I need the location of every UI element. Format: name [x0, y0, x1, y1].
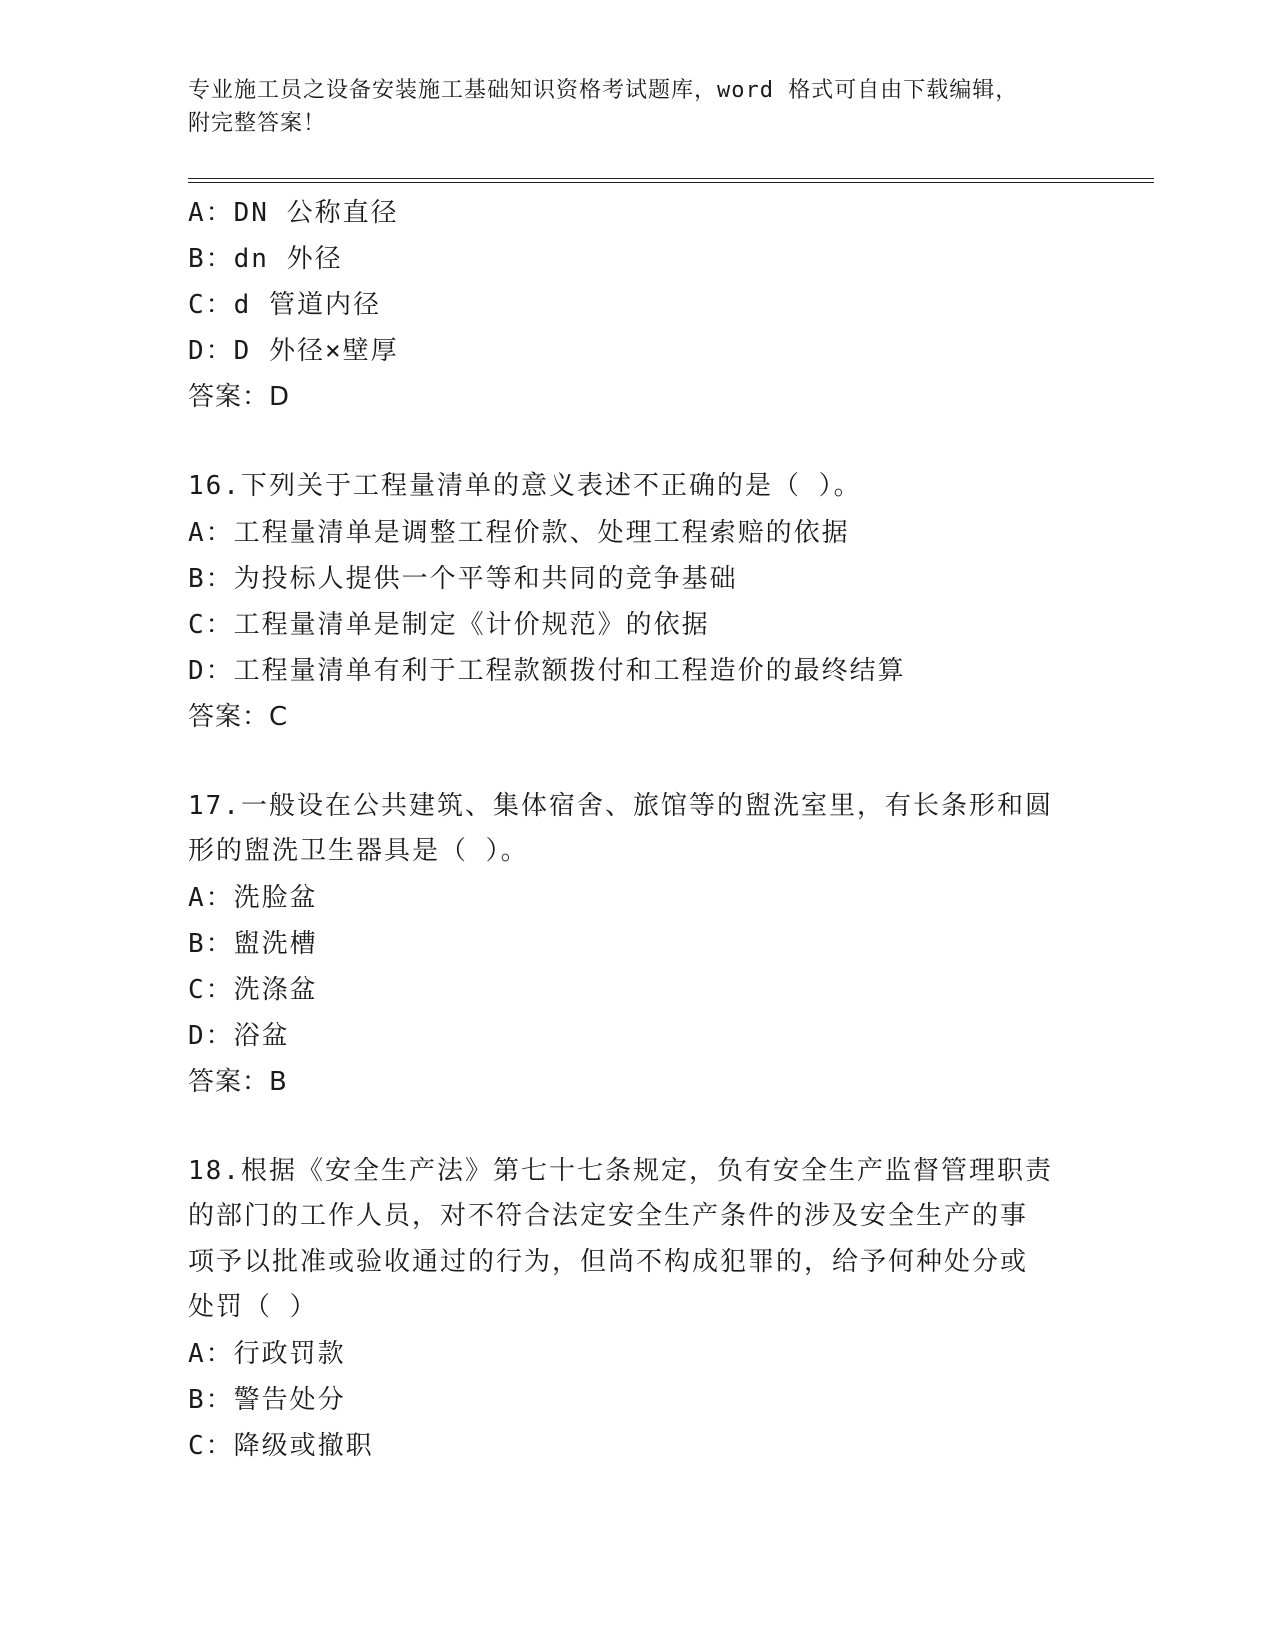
document-header [188, 74, 1088, 140]
answer: 答案：B [188, 1066, 288, 1097]
option-c: C：降级或撤职 [188, 1430, 374, 1461]
option-b: B：dn 外径 [188, 244, 343, 274]
question-text: 的部门的工作人员，对不符合法定安全生产条件的涉及安全生产的事 [188, 1201, 1029, 1231]
spacer [188, 740, 1088, 784]
spacer [188, 420, 1088, 464]
answer: 答案：C [188, 701, 289, 732]
question-text: 形的盥洗卫生器具是（ ）。 [188, 836, 529, 866]
option-a: A：DN 公称直径 [188, 198, 399, 228]
header-line-2: 附完整答案！ [188, 111, 327, 136]
option-b: B：警告处分 [188, 1384, 346, 1415]
question-list [188, 190, 1088, 1469]
spacer [188, 1105, 1088, 1149]
option-d: D：浴盆 [188, 1020, 290, 1051]
option-d: D：工程量清单有利于工程款额拨付和工程造价的最终结算 [188, 655, 906, 686]
header-divider [188, 178, 1154, 183]
question-text: 18.根据《安全生产法》第七十七条规定，负有安全生产监督管理职责 [188, 1155, 1053, 1186]
header-line-1: 专业施工员之设备安装施工基础知识资格考试题库，word 格式可自由下载编辑， [188, 78, 1019, 103]
question-17 [188, 784, 1088, 1105]
question-text: 项予以批准或验收通过的行为，但尚不构成犯罪的，给予何种处分或 [188, 1246, 1029, 1277]
option-d: D：D 外径×壁厚 [188, 336, 399, 366]
option-c: C：d 管道内径 [188, 290, 381, 320]
option-c: C：洗涤盆 [188, 974, 318, 1005]
option-b: B：盥洗槽 [188, 928, 318, 959]
option-c: C：工程量清单是制定《计价规范》的依据 [188, 609, 710, 640]
option-a: A：洗脸盆 [188, 882, 318, 913]
option-a: A：行政罚款 [188, 1338, 346, 1369]
question-15 [188, 190, 1088, 420]
question-18 [188, 1149, 1088, 1469]
question-text: 17.一般设在公共建筑、集体宿舍、旅馆等的盥洗室里，有长条形和圆 [188, 790, 1053, 821]
question-text: 16.下列关于工程量清单的意义表述不正确的是（ ）。 [188, 471, 862, 501]
answer: 答案：D [188, 382, 291, 412]
question-16 [188, 464, 1088, 740]
option-a: A：工程量清单是调整工程价款、处理工程索赔的依据 [188, 517, 850, 548]
option-b: B：为投标人提供一个平等和共同的竞争基础 [188, 563, 738, 594]
question-text: 处罚（ ） [188, 1292, 318, 1322]
